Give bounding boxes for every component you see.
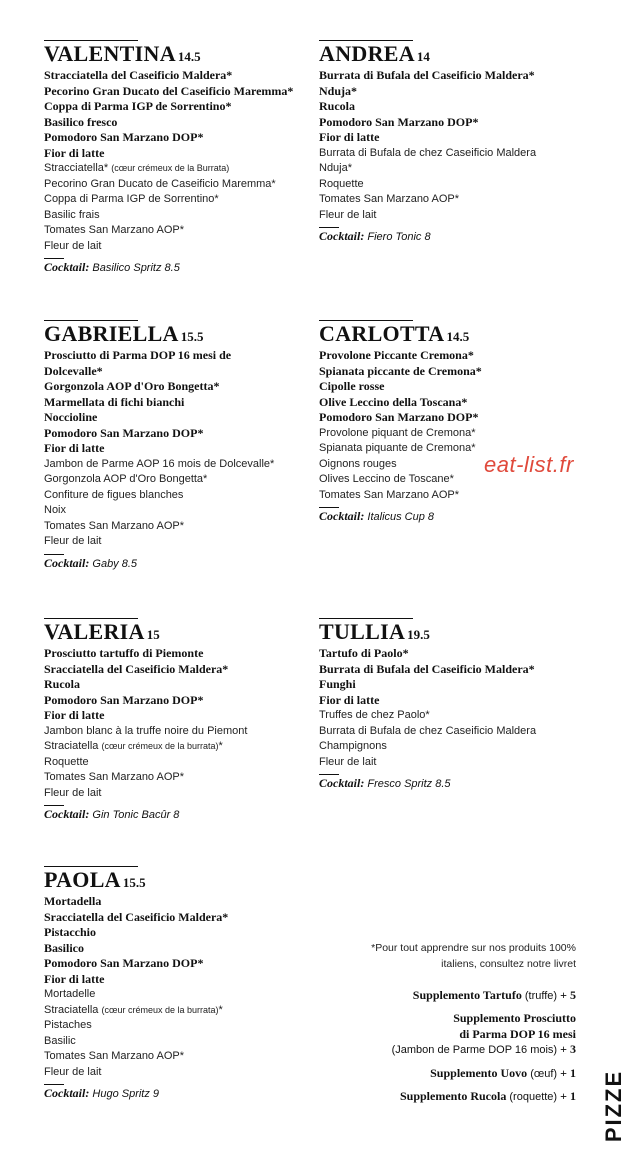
divider xyxy=(44,554,64,555)
pizza-card-carlotta xyxy=(319,320,599,524)
french-ingredient: Provolone piquant de Cremona* xyxy=(319,426,476,439)
french-ingredient: Oignons rouges xyxy=(319,457,397,470)
pizza-price: 15 xyxy=(146,627,160,642)
italian-ingredient: Pomodoro San Marzano DOP* xyxy=(44,692,204,707)
cocktail-name: Gin Tonic Bacûr 8 xyxy=(92,809,180,821)
pizza-price: 14.5 xyxy=(446,329,470,344)
italian-ingredient: Sracciatella del Caseificio Maldera* xyxy=(44,661,229,676)
supplement-name: Supplemento Tartufo xyxy=(412,988,522,1002)
french-ingredient: Tomates San Marzano AOP* xyxy=(319,488,460,501)
french-ingredient: Tomates San Marzano AOP* xyxy=(44,519,185,532)
italian-ingredient: Fior di latte xyxy=(44,971,105,986)
cocktail-label: Cocktail: xyxy=(44,1086,90,1100)
supplement-name: Supplemento Prosciutto xyxy=(453,1011,576,1025)
italian-ingredient: Fior di latte xyxy=(44,145,105,160)
french-ingredient: Stracciatella* (cœur crémeux de la Burrata) xyxy=(44,162,230,174)
french-ingredient: Burrata di Bufala de chez Caseificio Maldera xyxy=(319,146,537,159)
french-ingredient: Jambon de Parme AOP 16 mois de Dolcevalle* xyxy=(44,457,275,470)
italian-ingredient: Burrata di Bufala del Caseificio Maldera* xyxy=(319,68,535,82)
italian-ingredient: Nduja* xyxy=(319,83,358,98)
supplement-name: di Parma DOP 16 mesi xyxy=(459,1026,576,1041)
pizza-card-andrea xyxy=(319,40,599,244)
french-ingredient: Tomates San Marzano AOP* xyxy=(319,193,460,205)
italian-ingredient: Rucola xyxy=(319,99,355,113)
supplement-name: Supplemento Rucola xyxy=(399,1089,507,1103)
pizza-title xyxy=(44,323,324,348)
italian-ingredient: Pecorino Gran Ducato del Caseificio Maremma* xyxy=(44,83,294,98)
pizza-price: 15.5 xyxy=(180,329,204,344)
cocktail-name: Basilico Spritz 8.5 xyxy=(92,262,180,274)
pizza-title xyxy=(319,323,599,348)
italian-ingredient: Prosciutto di Parma DOP 16 mesi de xyxy=(44,348,232,362)
cocktail-label: Cocktail: xyxy=(44,555,90,570)
cocktail-label: Cocktail: xyxy=(319,776,365,790)
section-title-container xyxy=(596,1066,632,1146)
pizza-title xyxy=(44,869,324,894)
cocktail-name: Hugo Spritz 9 xyxy=(92,1088,160,1100)
cocktail-pairing xyxy=(319,229,599,244)
italian-ingredient: Coppa di Parma IGP de Sorrentino* xyxy=(44,99,232,113)
supplement-uovo xyxy=(300,1066,576,1083)
pizza-title xyxy=(44,621,324,646)
french-ingredient: Basilic frais xyxy=(44,208,100,221)
pizza-title xyxy=(319,621,599,646)
pizza-card-valeria xyxy=(44,618,324,822)
cocktail-name: Fresco Spritz 8.5 xyxy=(367,778,451,790)
section-title: PIZZE xyxy=(601,1069,626,1143)
pizza-price: 19.5 xyxy=(407,627,430,642)
cocktail-name: Italicus Cup 8 xyxy=(367,511,435,523)
pizza-price: 15.5 xyxy=(122,875,146,890)
supplement-price: + 1 xyxy=(560,1066,576,1080)
french-ingredient: Straciatella (cœur crémeux de la burrata)* xyxy=(44,1003,223,1016)
cocktail-label: Cocktail: xyxy=(44,260,90,274)
french-ingredient: Fleur de lait xyxy=(44,786,102,799)
french-ingredient: Roquette xyxy=(44,755,89,768)
french-ingredient: Fleur de lait xyxy=(319,755,377,768)
french-ingredient: Straciatella (cœur crémeux de la burrata)* xyxy=(44,740,223,752)
italian-ingredient: Sracciatella del Caseificio Maldera* xyxy=(44,909,229,924)
cocktail-label: Cocktail: xyxy=(319,229,365,243)
italian-ingredient: Burrata di Bufala del Caseificio Maldera* xyxy=(319,661,535,676)
italian-ingredient: Prosciutto tartuffo di Piemonte xyxy=(44,646,204,660)
italian-ingredient: Basilico xyxy=(44,940,85,955)
divider xyxy=(44,805,64,806)
pizza-price: 14 xyxy=(416,49,430,64)
divider xyxy=(44,1084,64,1085)
italian-ingredient: Dolcevalle* xyxy=(44,363,103,378)
supplement-price: + 3 xyxy=(560,1042,576,1056)
cocktail-pairing xyxy=(44,1086,324,1101)
italian-ingredient: Gorgonzola AOP d'Oro Bongetta* xyxy=(44,379,220,393)
ingredient-note: (cœur crémeux de la Burrata) xyxy=(111,163,230,173)
cocktail-pairing xyxy=(44,260,324,275)
cocktail-pairing xyxy=(319,509,599,524)
divider xyxy=(319,227,339,228)
cocktail-pairing xyxy=(44,556,324,571)
french-ingredient: Pistaches xyxy=(44,1019,92,1031)
french-ingredient: Jambon blanc à la truffe noire du Piemont xyxy=(44,724,248,737)
italian-ingredient: Pomodoro San Marzano DOP* xyxy=(44,425,204,440)
pizza-name: ANDREA xyxy=(319,41,415,66)
watermark: eat-list.fr xyxy=(484,452,574,477)
french-ingredient: Fleur de lait xyxy=(44,1065,102,1078)
italian-ingredient: Mortadella xyxy=(44,894,102,908)
french-ingredient: Nduja* xyxy=(319,162,353,174)
note-line: italiens, consultez notre livret xyxy=(441,957,576,970)
italian-ingredient: Pomodoro San Marzano DOP* xyxy=(319,410,479,424)
supplement-price: + 5 xyxy=(560,988,576,1002)
italian-ingredient: Rucola xyxy=(44,677,80,691)
pizza-title xyxy=(44,43,324,68)
supplement-name: Supplemento Uovo xyxy=(430,1066,528,1080)
ingredient-note: (cœur crémeux de la burrata) xyxy=(101,741,219,751)
italian-ingredient: Pomodoro San Marzano DOP* xyxy=(319,114,479,129)
french-ingredient: Tomates San Marzano AOP* xyxy=(44,224,185,236)
french-ingredient: Basilic xyxy=(44,1034,76,1047)
french-ingredient: Tomates San Marzano AOP* xyxy=(44,1050,185,1062)
french-ingredient: Confiture de figues blanches xyxy=(44,488,184,501)
pizza-name: TULLIA xyxy=(319,619,406,644)
french-ingredient: Fleur de lait xyxy=(44,535,102,547)
pizza-name: VALENTINA xyxy=(44,41,176,66)
pizza-name: VALERIA xyxy=(44,619,145,644)
italian-ingredient: Olive Leccino della Toscana* xyxy=(319,394,468,409)
pizza-card-paola xyxy=(44,866,324,1101)
french-ingredient: Roquette xyxy=(319,177,364,190)
italian-ingredient: Provolone Piccante Cremona* xyxy=(319,348,474,362)
supplement-price: + 1 xyxy=(560,1089,576,1103)
ingredient-note: (cœur crémeux de la burrata) xyxy=(101,1004,219,1015)
french-ingredient: Tomates San Marzano AOP* xyxy=(44,771,185,783)
italian-ingredient: Basilico fresco xyxy=(44,114,118,129)
pizza-name: GABRIELLA xyxy=(44,321,179,346)
cocktail-name: Fiero Tonic 8 xyxy=(367,231,431,243)
note-line: *Pour tout apprendre sur nos produits 100% xyxy=(371,942,576,954)
italian-ingredient: Funghi xyxy=(319,677,356,691)
french-ingredient: Burrata di Bufala de chez Caseificio Maldera xyxy=(319,724,537,737)
supplement-translation: (Jambon de Parme DOP 16 mois) xyxy=(391,1044,558,1056)
italian-ingredient: Cipolle rosse xyxy=(319,379,385,393)
supplement-translation: (roquette) xyxy=(509,1091,558,1103)
italian-ingredient: Fior di latte xyxy=(319,130,380,144)
french-ingredient: Pecorino Gran Ducato de Caseificio Maremma* xyxy=(44,177,276,190)
supplement-translation: (truffe) xyxy=(524,990,558,1002)
cocktail-label: Cocktail: xyxy=(44,807,90,821)
french-ingredient: Gorgonzola AOP d'Oro Bongetta* xyxy=(44,473,208,485)
italian-ingredient: Noccioline xyxy=(44,410,98,424)
italian-ingredient: Pomodoro San Marzano DOP* xyxy=(44,956,204,970)
pizza-name: CARLOTTA xyxy=(319,321,445,346)
cocktail-label: Cocktail: xyxy=(319,509,365,523)
italian-ingredient: Marmellata di fichi bianchi xyxy=(44,394,185,409)
pizza-card-valentina xyxy=(44,40,324,275)
italian-ingredient: Pomodoro San Marzano DOP* xyxy=(44,130,204,144)
pizza-title xyxy=(319,43,599,68)
pizza-price: 14.5 xyxy=(177,49,201,64)
supplement-translation: (œuf) xyxy=(530,1068,558,1080)
cocktail-pairing xyxy=(319,776,599,791)
french-ingredient: Fleur de lait xyxy=(44,239,102,252)
cocktail-name: Gaby 8.5 xyxy=(92,557,138,570)
italian-ingredient: Fior di latte xyxy=(44,708,105,722)
products-note xyxy=(300,941,576,972)
supplement-tartufo xyxy=(300,988,576,1005)
italian-ingredient: Fior di latte xyxy=(44,441,105,455)
french-ingredient: Fleur de lait xyxy=(319,208,377,221)
supplement-prosciutto xyxy=(300,1011,576,1059)
italian-ingredient: Spianata piccante de Cremona* xyxy=(319,363,482,378)
french-ingredient: Truffes de chez Paolo* xyxy=(319,709,430,721)
divider xyxy=(319,774,339,775)
divider xyxy=(44,258,64,259)
italian-ingredient: Tartufo di Paolo* xyxy=(319,646,409,660)
french-ingredient: Olives Leccino de Toscane* xyxy=(319,473,454,485)
french-ingredient: Champignons xyxy=(319,740,387,752)
french-ingredient: Noix xyxy=(44,504,67,516)
pizza-card-gabriella xyxy=(44,320,324,571)
cocktail-pairing xyxy=(44,807,324,822)
french-ingredient: Spianata piquante de Cremona* xyxy=(319,442,476,454)
italian-ingredient: Fior di latte xyxy=(319,692,380,707)
supplement-rucola xyxy=(300,1089,576,1106)
french-ingredient: Coppa di Parma IGP de Sorrentino* xyxy=(44,193,219,205)
italian-ingredient: Pistacchio xyxy=(44,925,96,939)
pizza-card-tullia xyxy=(319,618,599,791)
italian-ingredient: Stracciatella del Caseificio Maldera* xyxy=(44,68,233,82)
divider xyxy=(319,507,339,508)
french-ingredient: Mortadelle xyxy=(44,988,96,1000)
pizza-name: PAOLA xyxy=(44,867,121,892)
